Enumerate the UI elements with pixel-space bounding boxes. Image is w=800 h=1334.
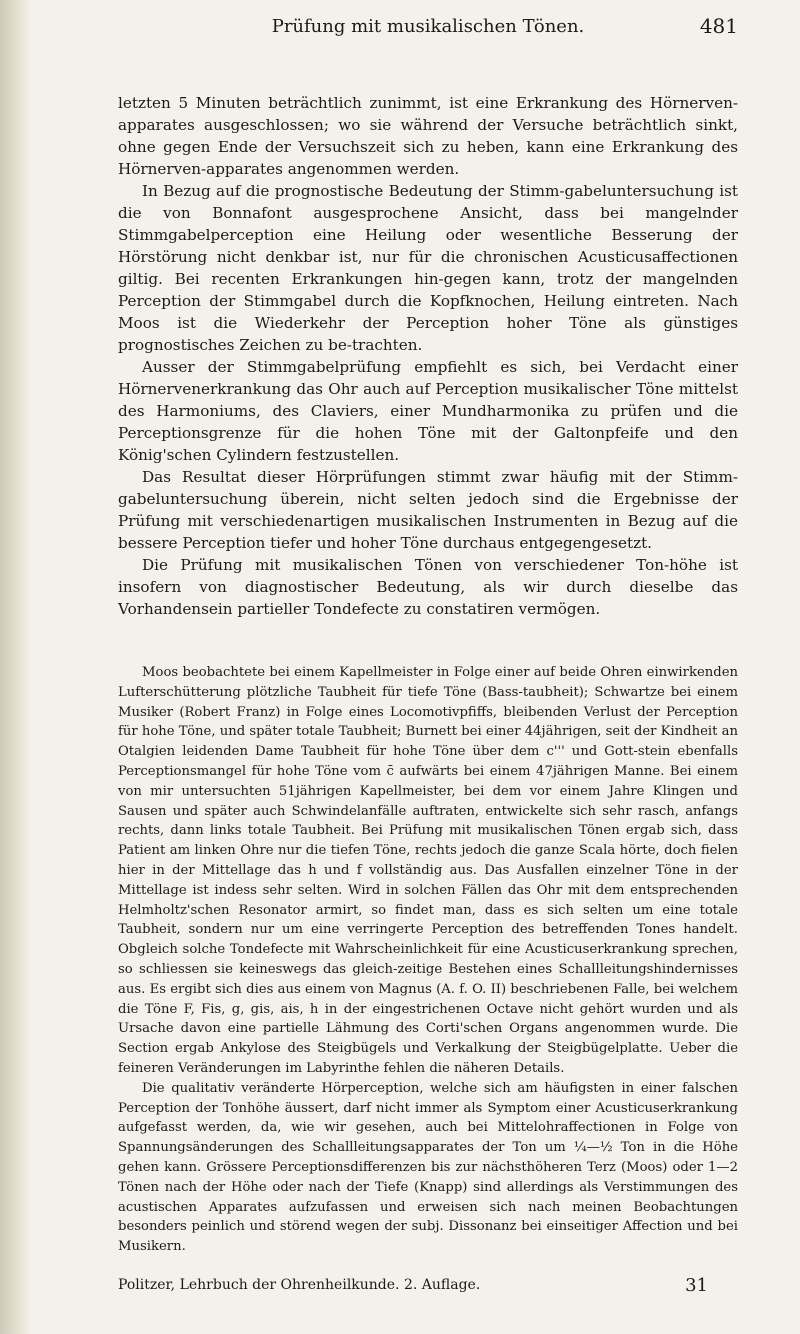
paragraph: Ausser der Stimmgabelprüfung empfiehlt es sich, bei Verdacht einer Hörnervenerkrankung das Ohr auch auf Perception musikalischer Töne mittelst des Harmoniums, des Claviers, einer Mundharmonika zu prüfen und die Perceptionsgrenze für die hohen Töne mit der Galtonpfeife und den König'schen Cylindern festzustellen.	[118, 358, 738, 464]
paragraph: In Bezug auf die prognostische Bedeutung der Stimm-gabeluntersuchung ist die von Bonnafont ausgesprochene Ansicht, dass bei mangelnder Stimmgabelperception eine Heilung oder wesentliche Besserung der Hörstörung nicht denkbar ist, nur für die chronischen Acusticusaffectionen giltig. Bei recenten Erkrankungen hin-gegen kann, trotz der mangelnden Perception der Stimmgabel durch die Kopfknochen, Heilung eintreten. Nach Moos ist die Wiederkehr der Perception hoher Töne als günstiges prognostisches Zeichen zu be-trachten.	[118, 182, 738, 354]
running-title: Prüfung mit musikalischen Tönen.	[271, 16, 585, 37]
book-citation: Politzer, Lehrbuch der Ohrenheilkunde. 2. Auflage.	[118, 1277, 481, 1293]
main-text	[118, 92, 738, 620]
page-gutter-shadow	[0, 0, 30, 1334]
book-page	[118, 0, 738, 1296]
signature-mark: 31	[685, 1275, 708, 1296]
paragraph: Die Prüfung mit musikalischen Tönen von verschiedener Ton-höhe ist insofern von diagnostischer Bedeutung, als wir durch dieselbe das Vorhandensein partieller Tondefecte zu constatiren vermögen.	[118, 556, 738, 618]
page-footer	[118, 1275, 738, 1296]
page-header	[118, 0, 738, 60]
paragraph: Das Resultat dieser Hörprüfungen stimmt zwar häufig mit der Stimm-gabeluntersuchung überein, nicht selten jedoch sind die Ergebnisse der Prüfung mit verschiedenartigen musikalischen Instrumenten in Bezug auf die bessere Perception tiefer und hoher Töne durchaus entgegengesetzt.	[118, 468, 738, 552]
small-paragraph: Die qualitativ veränderte Hörperception, welche sich am häufigsten in einer falschen Perception der Tonhöhe äussert, darf nicht immer als Symptom einer Acusticuserkrankung aufgefasst werden, da, wie wir gesehen, auch bei Mittelohraffectionen in Folge von Spannungsänderungen des Schallleitungsapparates der Ton um ¼—½ Ton in die Höhe gehen kann. Grössere Perceptionsdifferenzen bis zur nächsthöheren Terz (Moos) oder 1—2 Tönen nach der Höhe oder nach der Tiefe (Knapp) sind allerdings als Verstimmungen des acustischen Apparates aufzufassen und erweisen sich nach meinen Beobachtungen besonders peinlich und störend wegen der subj. Dissonanz bei einseitiger Affection und bei Musikern.	[118, 1080, 738, 1255]
paragraph: letzten 5 Minuten beträchtlich zunimmt, ist eine Erkrankung des Hörnerven-apparates ausgeschlossen; wo sie während der Versuche beträchtlich sinkt, ohne gegen Ende der Versuchszeit sich zu heben, kann eine Erkrankung des Hörnerven-apparates angenommen werden.	[118, 94, 738, 178]
page-number: 481	[699, 14, 738, 38]
small-print-text	[118, 663, 738, 1257]
small-paragraph: Moos beobachtete bei einem Kapellmeister in Folge einer auf beide Ohren einwirkenden Lufterschütterung plötzliche Taubheit für tiefe Töne (Bass-taubheit); Schwartze bei einem Musiker (Robert Franz) in Folge eines Locomotivpfiffs, bleibenden Verlust der Perception für hohe Töne, und später totale Taubheit; Burnett bei einer 44jährigen, seit der Kindheit an Otalgien leidenden Dame Taubheit für hohe Töne über dem c''' und Gott-stein ebenfalls Perceptionsmangel für hohe Töne vom c̄ aufwärts bei einem 47jährigen Manne. Bei einem von mir untersuchten 51jährigen Kapellmeister, bei dem vor einem Jahre Klingen und Sausen und später auch Schwindelanfälle auftraten, entwickelte sich sehr rasch, anfangs rechts, dann links totale Taubheit. Bei Prüfung mit musikalischen Tönen ergab sich, dass Patient am linken Ohre nur die tiefen Töne, rechts jedoch die ganze Scala hörte, doch fielen hier in der Mittellage das h und f vollständig aus. Das Ausfallen einzelner Töne in der Mittellage ist indess sehr selten. Wird in solchen Fällen das Ohr mit dem entsprechenden Helmholtz'schen Resonator armirt, so findet man, dass es sich selten um eine totale Taubheit, sondern nur um eine verringerte Perception des betreffenden Tones handelt. Obgleich solche Tondefecte mit Wahrscheinlichkeit für eine Acusticuserkrankung sprechen, so schliessen sie keineswegs das gleich-zeitige Bestehen eines Schallleitungshindernisses aus. Es ergibt sich dies aus einem von Magnus (A. f. O. II) beschriebenen Falle, bei welchem die Töne F, Fis, g, gis, ais, h in der eingestrichenen Octave nicht gehört wurden und als Ursache davon eine partielle Lähmung des Corti'schen Organs angenommen wurde. Die Section ergab Ankylose des Steigbügels und Verkalkung der Steigbügelplatte. Ueber die feineren Veränderungen im Labyrinthe fehlen die näheren Details.	[118, 665, 738, 1076]
